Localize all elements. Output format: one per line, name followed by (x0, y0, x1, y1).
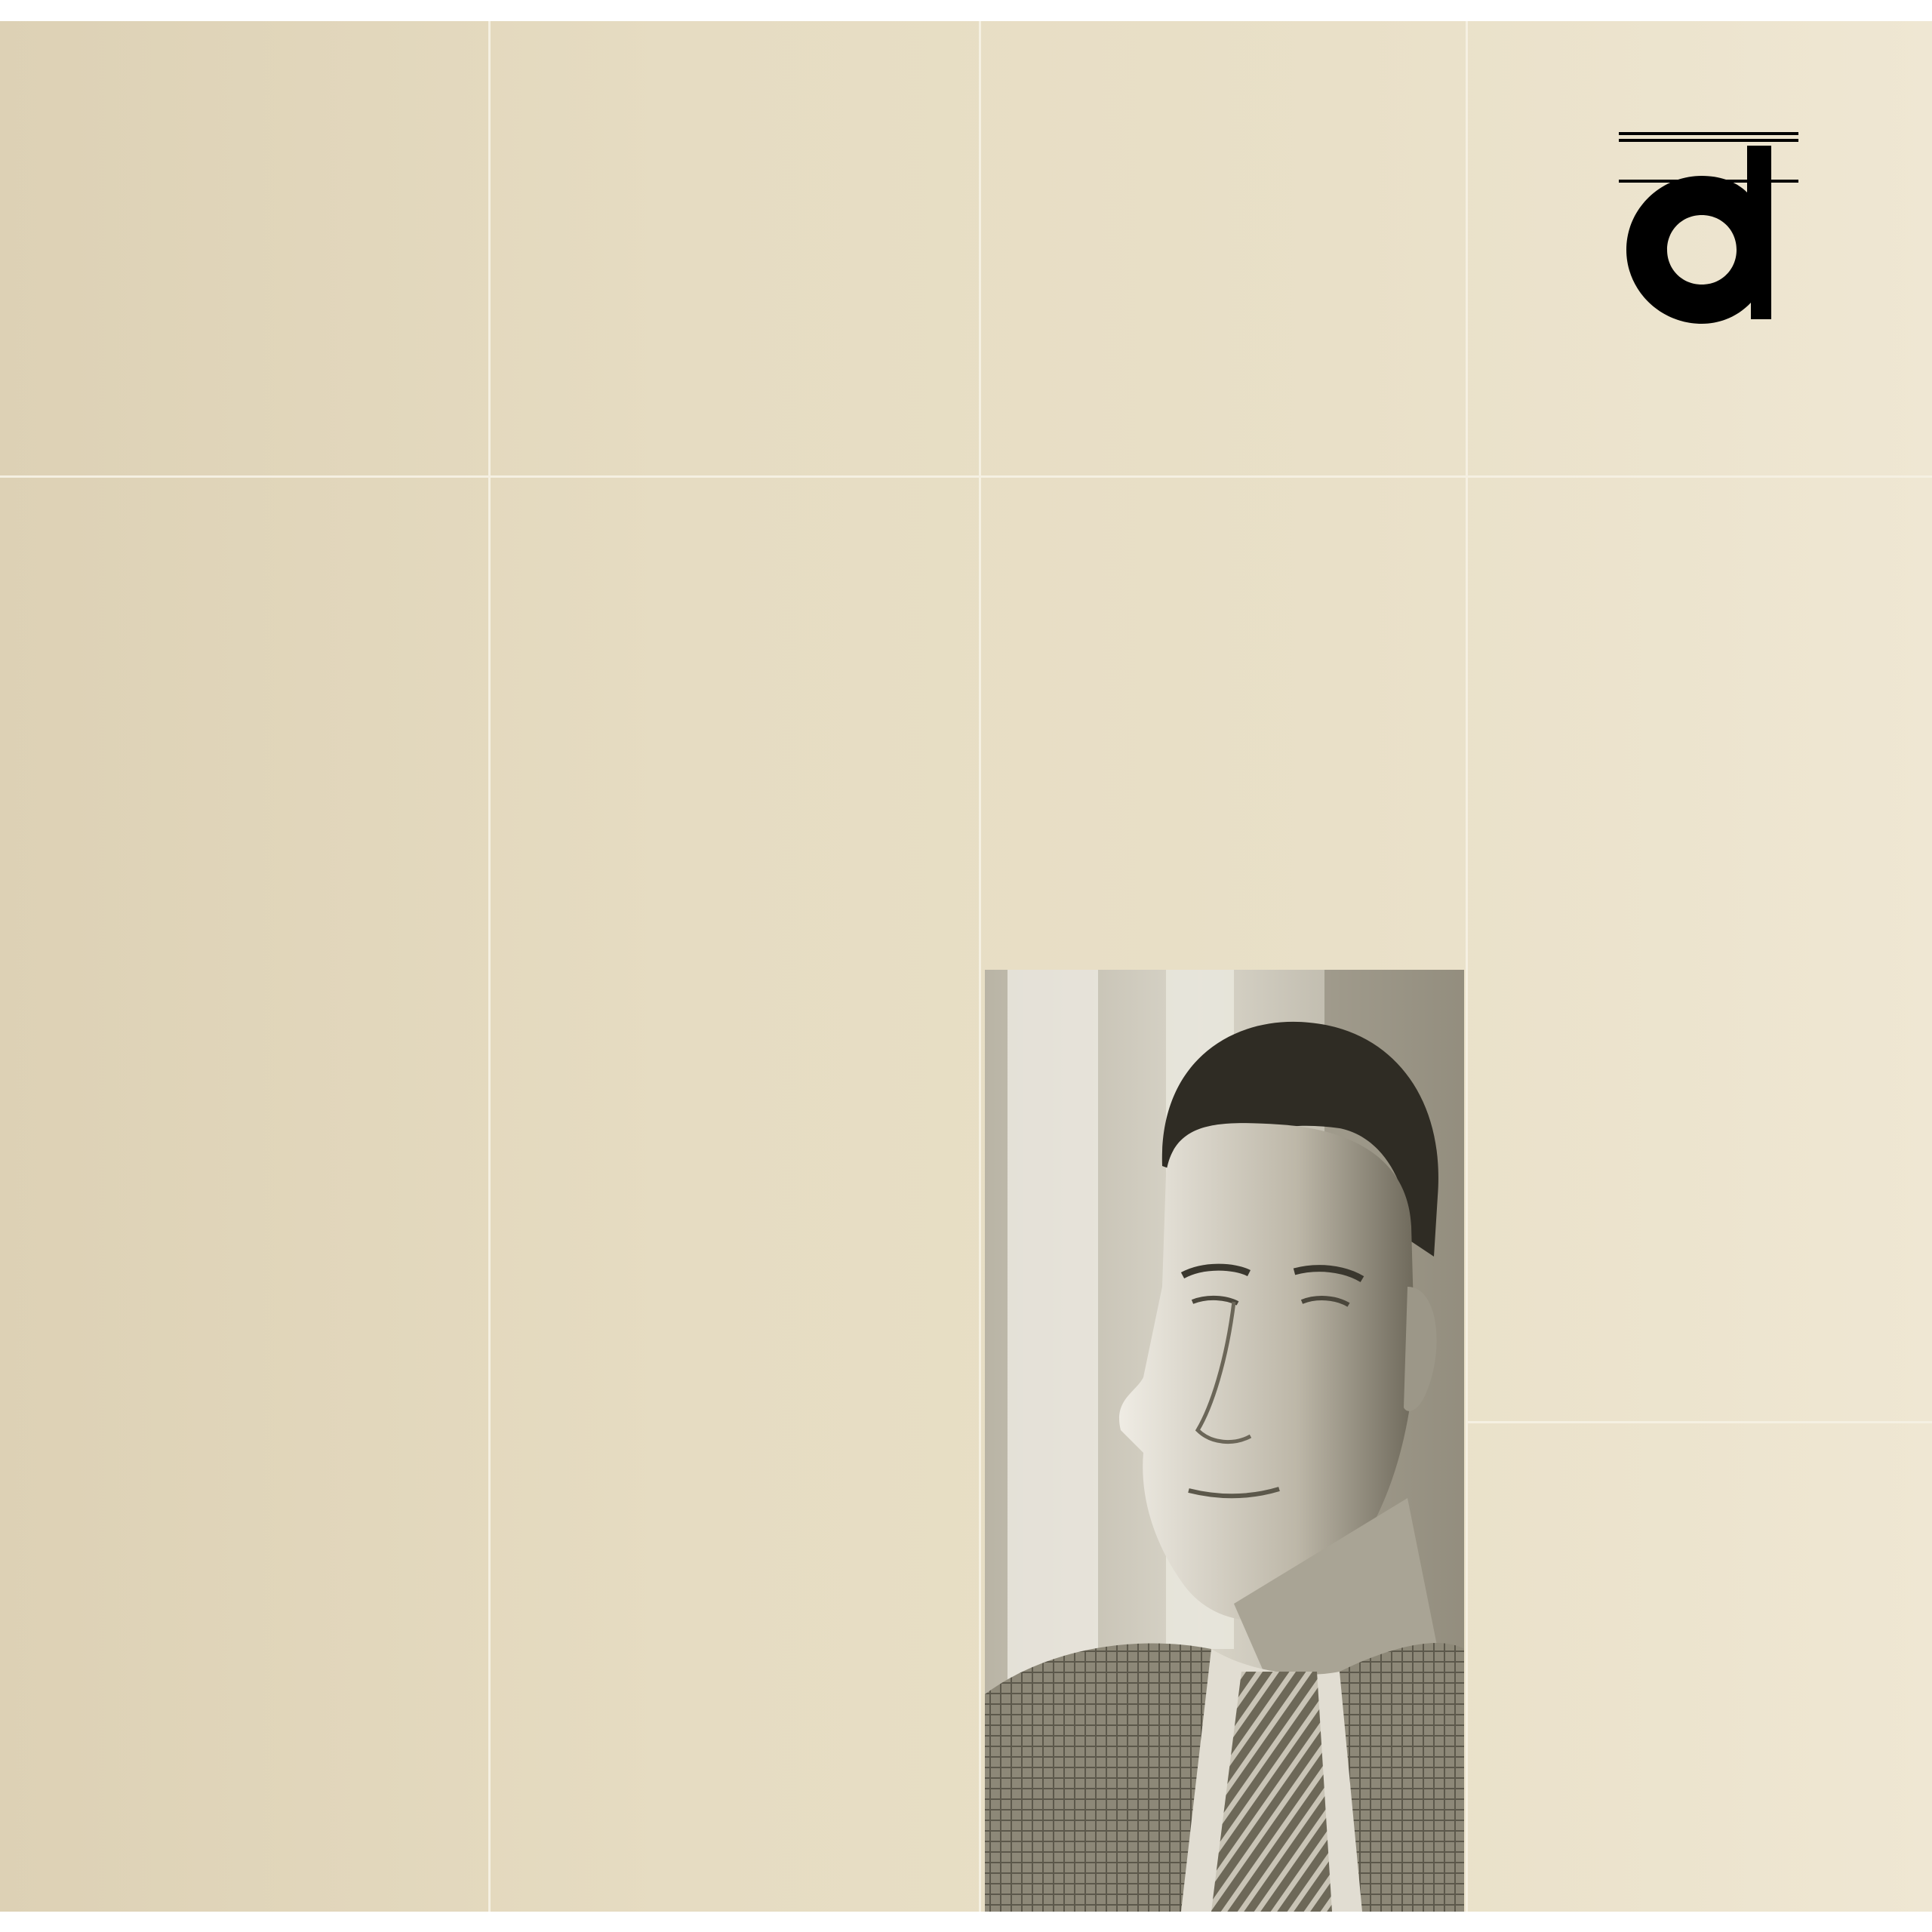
side-a-tracklist (20, 114, 466, 328)
grid-line (1466, 21, 1468, 1912)
logo-rule (1619, 132, 1798, 135)
section-separator (18, 619, 472, 638)
article-column-2 (513, 619, 966, 643)
side-b-tracklist (517, 135, 970, 349)
ducale-logo (1596, 93, 1823, 440)
ducale-d-icon (1626, 146, 1771, 324)
portrait-illustration (985, 970, 1464, 1912)
grid-line (488, 21, 491, 1912)
performer-portrait-photo (985, 970, 1464, 1912)
record-sleeve-back (0, 21, 1932, 1912)
grid-line (979, 21, 981, 1912)
article-column-1 (18, 619, 472, 648)
grid-line (0, 475, 1932, 478)
grid-line (1466, 1421, 1932, 1423)
ducale-logo-mark (1596, 93, 1823, 440)
logo-rule (1619, 139, 1798, 142)
